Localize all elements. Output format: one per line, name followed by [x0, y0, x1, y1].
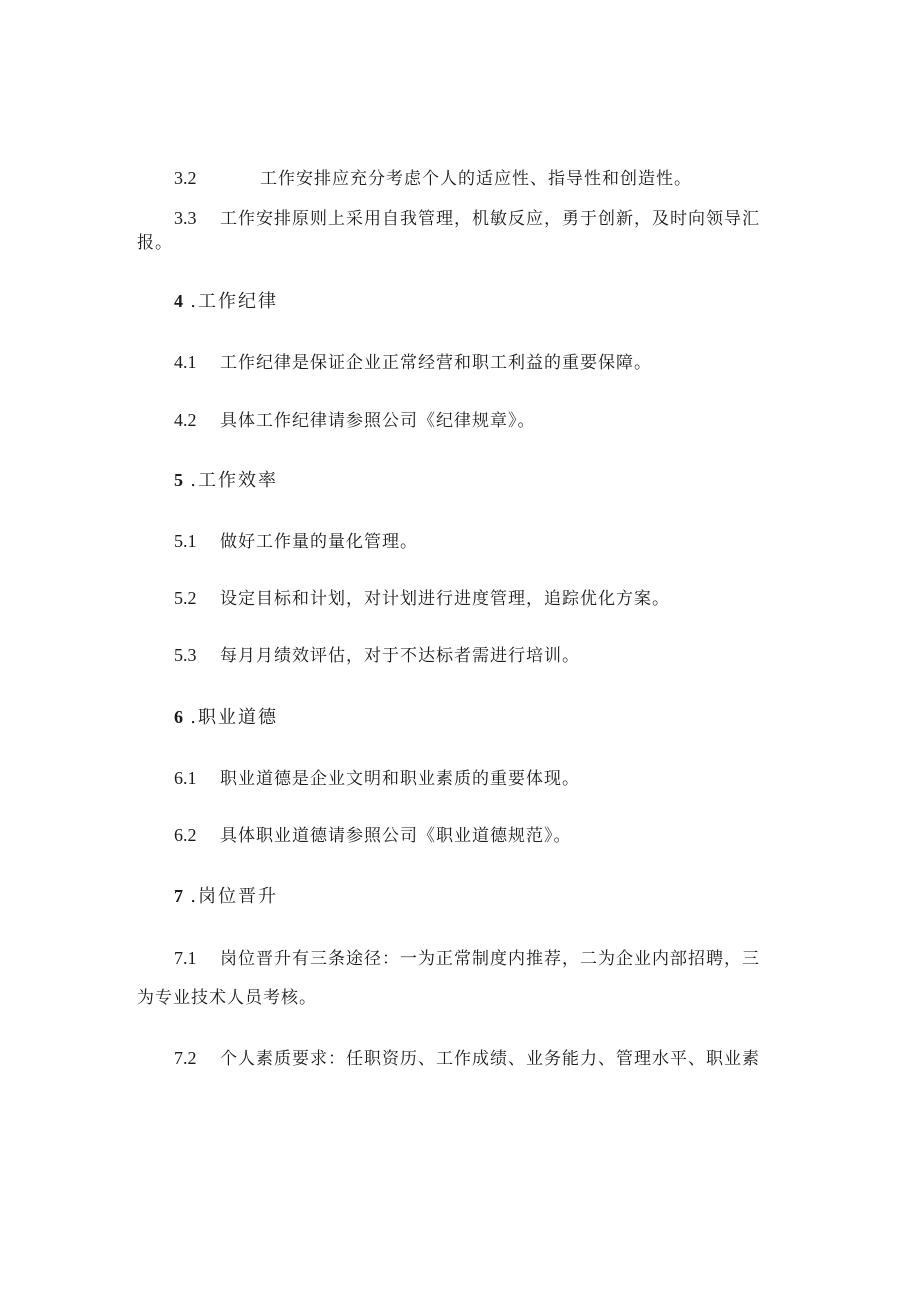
section-heading-5: [174, 468, 278, 493]
section-heading-7: [174, 884, 278, 909]
item-4-2: [174, 408, 536, 433]
item-6-1: [174, 766, 580, 791]
item-7-1: [174, 946, 760, 971]
item-number: 6.1: [174, 768, 197, 788]
section-heading-6: [174, 705, 278, 730]
section-heading-4: [174, 289, 278, 314]
item-text: 具体职业道德请参照公司《职业道德规范》。: [220, 826, 572, 846]
item-number: 3.2: [174, 168, 197, 188]
item-number: 5.1: [174, 531, 197, 551]
item-text: 做好工作量的量化管理。: [220, 532, 418, 552]
item-3-2: [174, 166, 692, 191]
item-6-2: [174, 823, 572, 848]
item-5-1: [174, 529, 418, 554]
section-title: .工作纪律: [190, 291, 279, 312]
section-number: 4: [174, 291, 183, 311]
item-text: 岗位晋升有三条途径：一为正常制度内推荐，二为企业内部招聘，三: [220, 949, 760, 969]
section-number: 7: [174, 886, 183, 906]
section-number: 5: [174, 470, 183, 490]
item-5-2: [174, 586, 670, 611]
item-3-3-continuation: 报。: [137, 233, 173, 253]
item-number: 3.3: [174, 208, 197, 228]
item-5-3: [174, 643, 580, 668]
item-number: 5.3: [174, 645, 197, 665]
item-7-1-continuation: 为专业技术人员考核。: [137, 988, 317, 1008]
item-text: 工作安排原则上采用自我管理，机敏反应，勇于创新，及时向领导汇: [220, 209, 760, 229]
item-text: 工作安排应充分考虑个人的适应性、指导性和创造性。: [260, 169, 692, 189]
section-title: .职业道德: [190, 707, 279, 728]
section-title: .岗位晋升: [190, 886, 279, 907]
item-3-3: [174, 206, 760, 231]
item-text: 个人素质要求：任职资历、工作成绩、业务能力、管理水平、职业素: [220, 1049, 760, 1069]
item-number: 7.2: [174, 1048, 197, 1068]
item-text: 职业道德是企业文明和职业素质的重要体现。: [220, 769, 580, 789]
item-text: 设定目标和计划，对计划进行进度管理，追踪优化方案。: [220, 589, 670, 609]
item-number: 6.2: [174, 825, 197, 845]
item-4-1: [174, 350, 652, 375]
item-number: 4.2: [174, 410, 197, 430]
item-text: 具体工作纪律请参照公司《纪律规章》。: [220, 411, 536, 431]
item-7-2: [174, 1046, 760, 1071]
item-number: 4.1: [174, 352, 197, 372]
item-number: 5.2: [174, 588, 197, 608]
item-number: 7.1: [174, 948, 197, 968]
section-title: .工作效率: [190, 470, 279, 491]
section-number: 6: [174, 707, 183, 727]
item-text: 工作纪律是保证企业正常经营和职工利益的重要保障。: [220, 353, 652, 373]
item-text: 每月月绩效评估，对于不达标者需进行培训。: [220, 646, 580, 666]
